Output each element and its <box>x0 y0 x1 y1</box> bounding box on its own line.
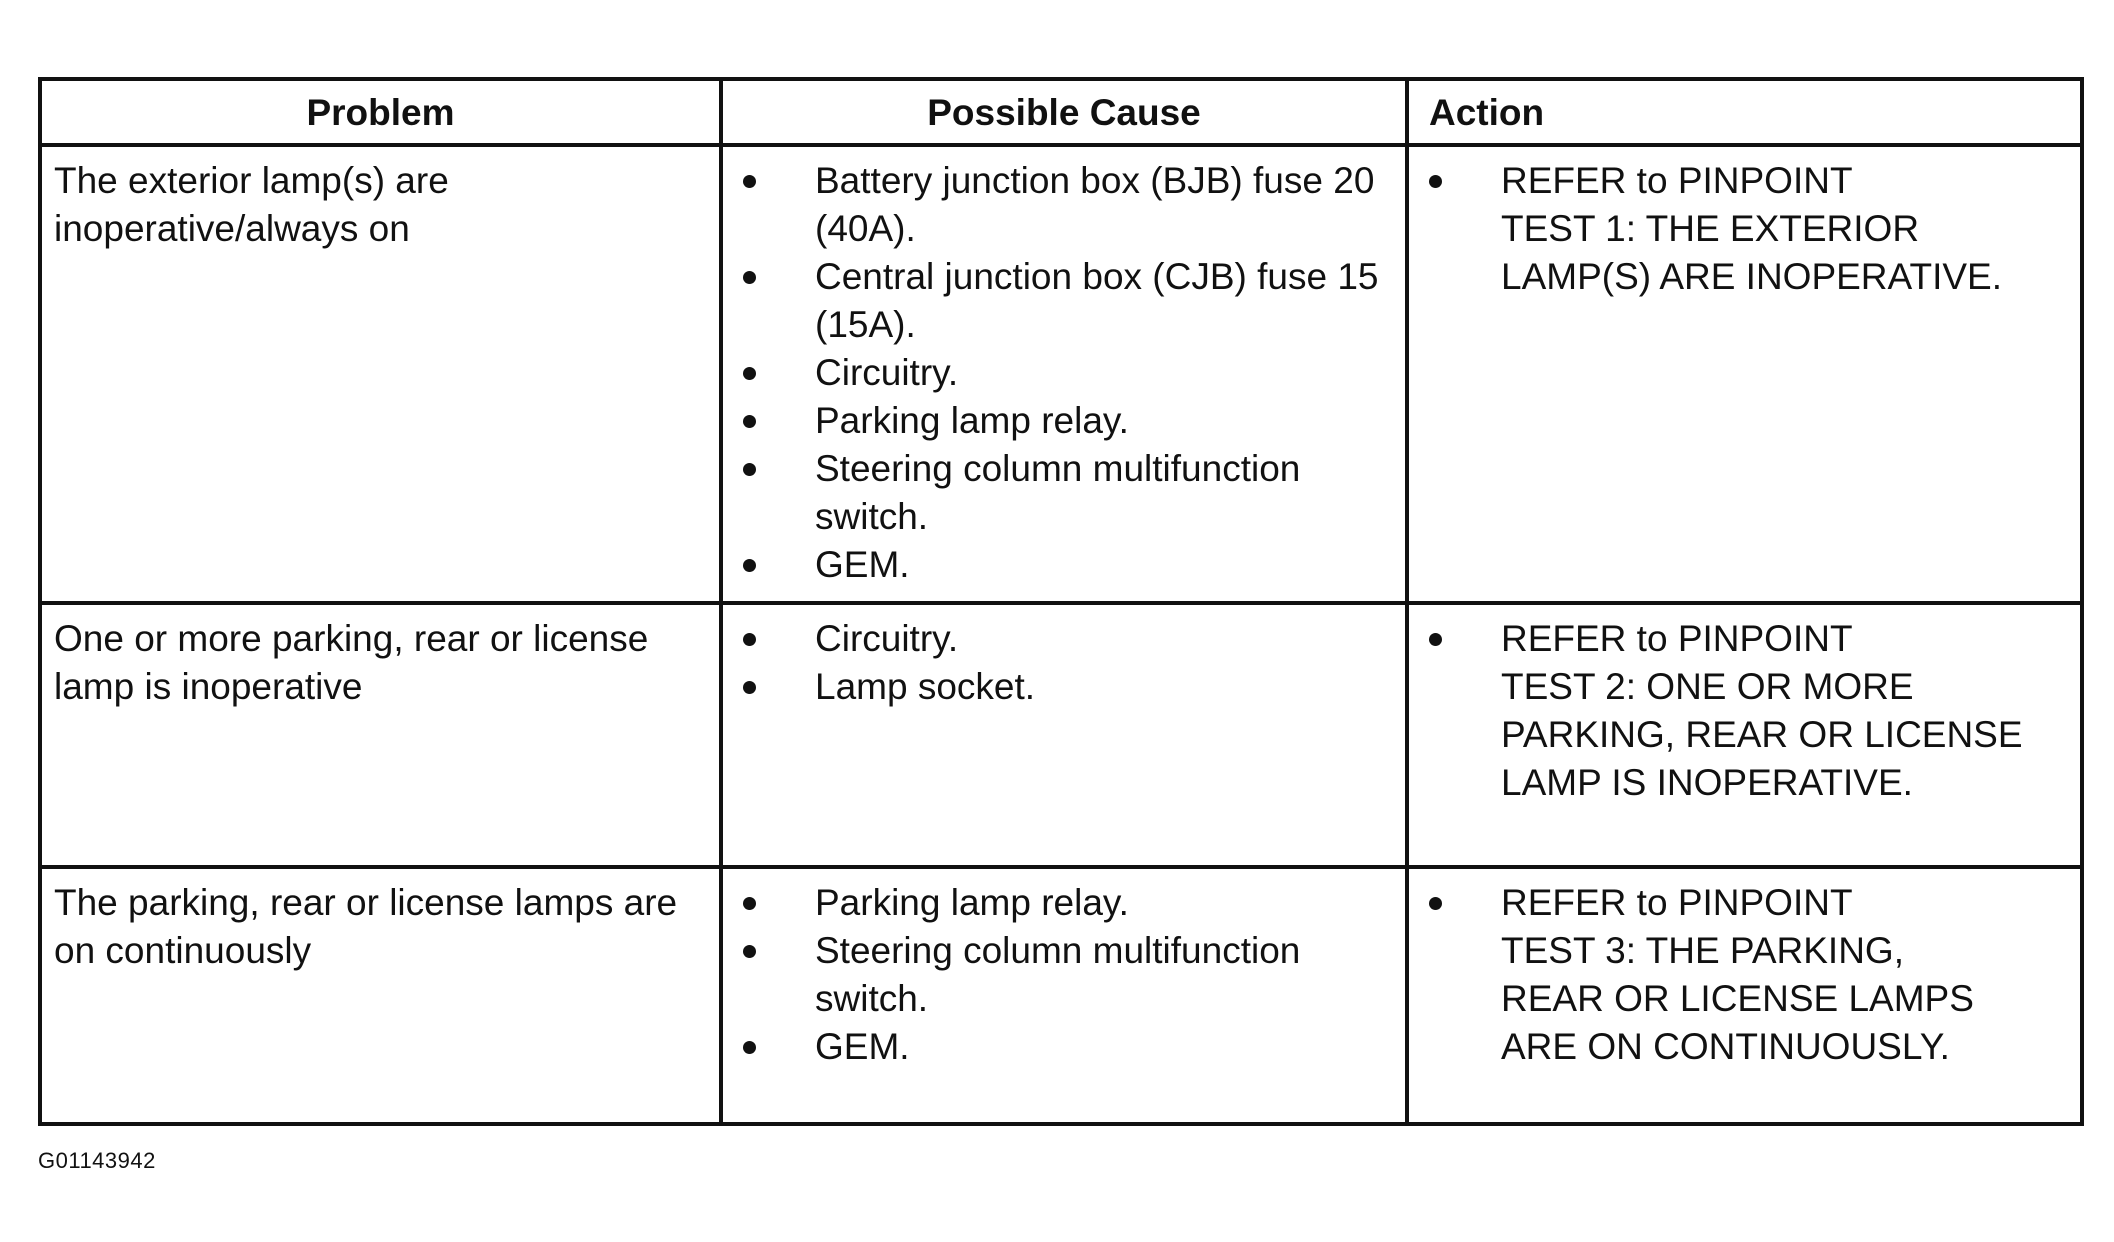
cause-text: Steering column multifunction switch. <box>815 448 1301 537</box>
action-list <box>1409 605 2080 807</box>
cause-item <box>737 157 1395 253</box>
cause-item <box>737 541 1395 589</box>
bullet-icon <box>743 271 756 284</box>
header-action: Action <box>1409 81 2080 147</box>
cause-text: Circuitry. <box>815 352 959 393</box>
bullet-icon <box>1429 897 1442 910</box>
action-text: REFER to PINPOINT TEST 2: ONE OR MORE PARKING, REAR OR LICENSE LAMP IS INOPERATIVE. <box>1501 618 2023 803</box>
cause-list <box>723 147 1405 589</box>
diagnosis-table <box>38 77 2084 1126</box>
bullet-icon <box>743 681 756 694</box>
cause-text: GEM. <box>815 1026 910 1067</box>
figure-id: G01143942 <box>38 1148 156 1173</box>
cause-text: Central junction box (CJB) fuse 15 (15A). <box>815 256 1379 345</box>
cause-text: Lamp socket. <box>815 666 1036 707</box>
action-text: REFER to PINPOINT TEST 3: THE PARKING, REAR OR LICENSE LAMPS ARE ON CONTINUOUSLY. <box>1501 882 1974 1067</box>
cause-list <box>723 605 1405 711</box>
cause-text: GEM. <box>815 544 910 585</box>
bullet-icon <box>743 633 756 646</box>
cause-item <box>737 349 1395 397</box>
problem-cell: The parking, rear or license lamps are on continuously <box>42 869 723 1122</box>
action-item <box>1423 157 2070 301</box>
cause-item <box>737 663 1395 711</box>
bullet-icon <box>743 463 756 476</box>
cause-item <box>737 615 1395 663</box>
bullet-icon <box>743 1041 756 1054</box>
cause-item <box>737 927 1395 1023</box>
header-possible-cause: Possible Cause <box>723 81 1409 147</box>
bullet-icon <box>743 945 756 958</box>
bullet-icon <box>743 415 756 428</box>
problem-cell: The exterior lamp(s) are inoperative/always on <box>42 147 723 605</box>
cause-cell <box>723 605 1409 869</box>
cause-item <box>737 879 1395 927</box>
action-list <box>1409 147 2080 301</box>
cause-text: Parking lamp relay. <box>815 882 1129 923</box>
cause-item <box>737 445 1395 541</box>
cause-item <box>737 1023 1395 1071</box>
cause-item <box>737 397 1395 445</box>
action-item <box>1423 615 2070 807</box>
action-list <box>1409 869 2080 1071</box>
bullet-icon <box>743 175 756 188</box>
cause-cell <box>723 147 1409 605</box>
action-cell <box>1409 869 2080 1122</box>
action-item <box>1423 879 2070 1071</box>
bullet-icon <box>1429 633 1442 646</box>
cause-cell <box>723 869 1409 1122</box>
cause-text: Steering column multifunction switch. <box>815 930 1301 1019</box>
bullet-icon <box>743 897 756 910</box>
action-cell <box>1409 147 2080 605</box>
cause-text: Parking lamp relay. <box>815 400 1129 441</box>
action-text: REFER to PINPOINT TEST 1: THE EXTERIOR LAMP(S) ARE INOPERATIVE. <box>1501 160 2002 297</box>
cause-item <box>737 253 1395 349</box>
action-cell <box>1409 605 2080 869</box>
bullet-icon <box>743 367 756 380</box>
problem-cell: One or more parking, rear or license lamp is inoperative <box>42 605 723 869</box>
header-problem: Problem <box>42 81 723 147</box>
cause-text: Battery junction box (BJB) fuse 20 (40A). <box>815 160 1375 249</box>
bullet-icon <box>743 559 756 572</box>
bullet-icon <box>1429 175 1442 188</box>
cause-list <box>723 869 1405 1071</box>
cause-text: Circuitry. <box>815 618 959 659</box>
